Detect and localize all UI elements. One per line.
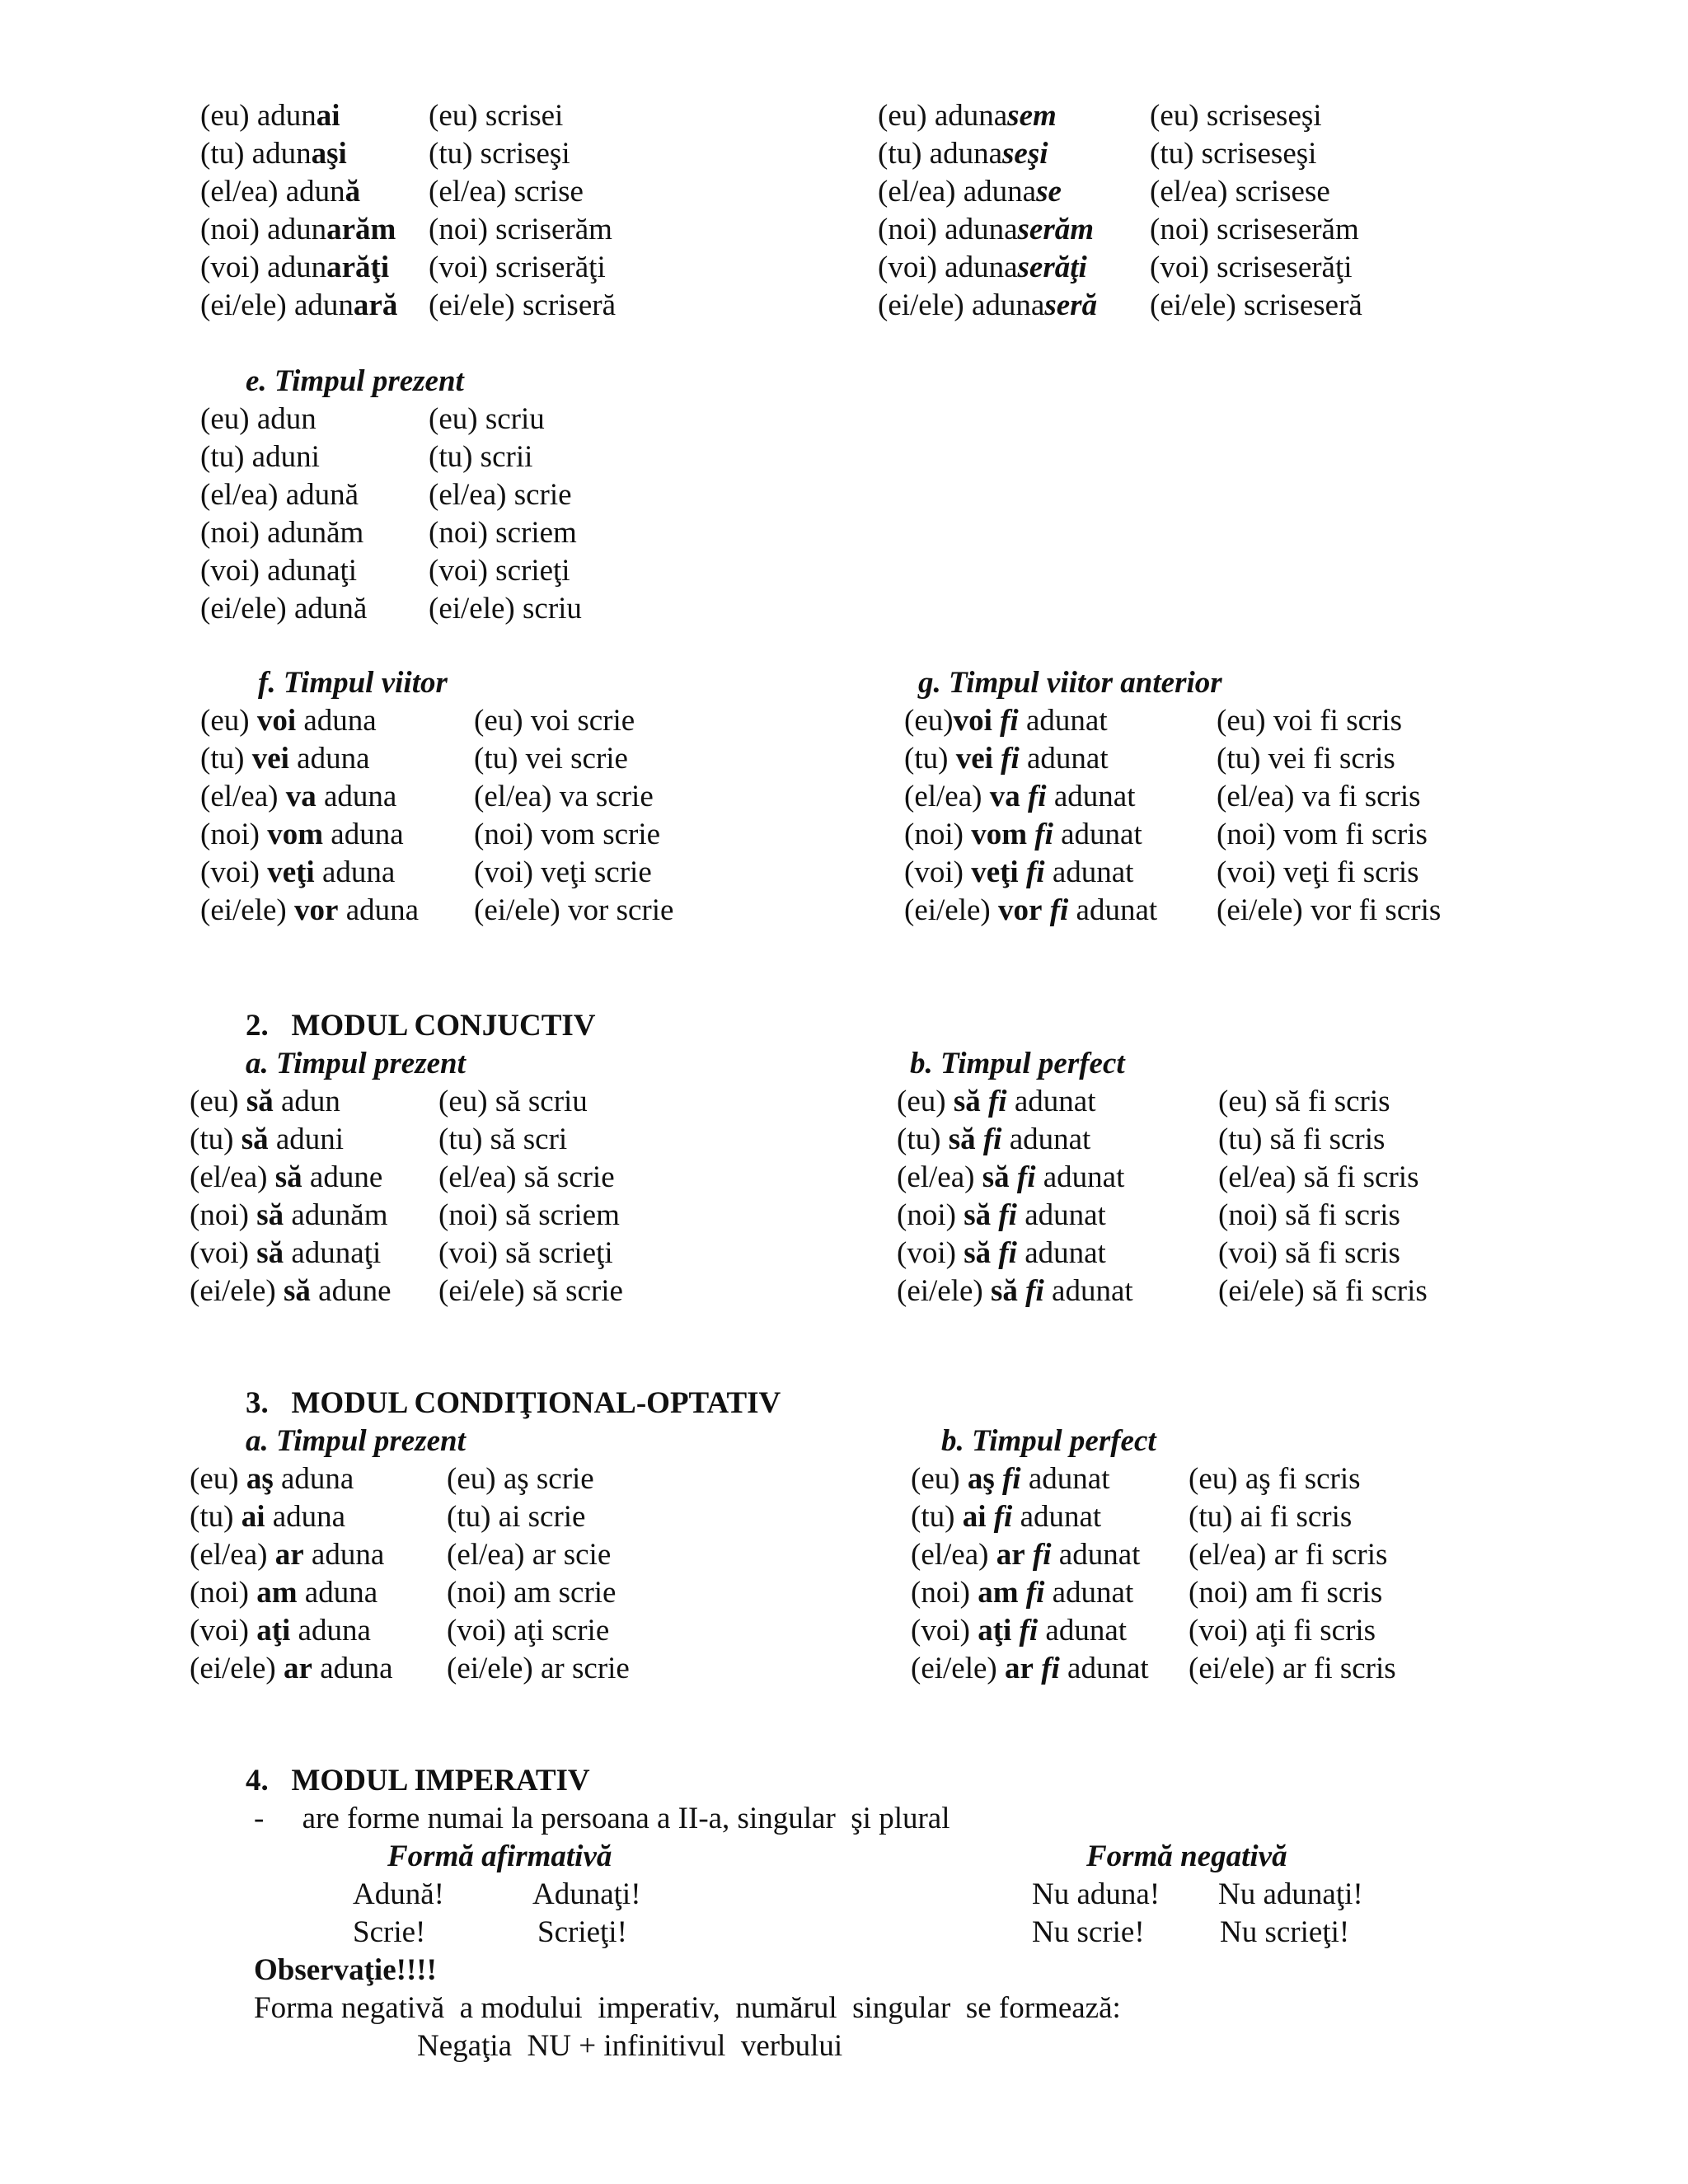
conjugation-row: (noi) am fi adunat xyxy=(911,1576,1134,1610)
conjugation-row: (voi) adunaserăţi xyxy=(878,251,1087,284)
conjugation-row: (ei/ele) vor fi adunat xyxy=(904,893,1158,927)
conjugation-row: (eu) voi fi scris xyxy=(1217,704,1403,738)
prezent-title: e. Timpul prezent xyxy=(246,364,464,398)
conjugation-row: (tu) să scri xyxy=(438,1122,568,1156)
conjugation-row: (eu) să fi adunat xyxy=(897,1085,1096,1118)
conjugation-row: (el/ea) ar fi adunat xyxy=(911,1538,1141,1572)
conjugation-row: (noi) să scriem xyxy=(438,1198,620,1232)
conjugation-row: (ei/ele) adună xyxy=(200,592,368,626)
conjugation-row: (eu) scrisei xyxy=(429,99,564,133)
conditional-b-title: b. Timpul perfect xyxy=(941,1424,1156,1458)
conjugation-row: (noi) adunarăm xyxy=(200,213,396,246)
negativ-sg-1: Nu aduna! xyxy=(1032,1877,1160,1911)
col-adunai xyxy=(200,97,397,325)
conjugation-row: (el/ea) scrise xyxy=(429,175,584,209)
col-viitor-anterior-scrie xyxy=(1217,702,1441,930)
conjugation-row: (voi) veţi fi scris xyxy=(1217,855,1419,889)
negativ-pl-2: Nu scrieţi! xyxy=(1220,1915,1350,1949)
conjugation-row: (voi) veţi aduna xyxy=(200,855,396,889)
conjugation-row: (noi) am fi scris xyxy=(1189,1576,1383,1610)
col-viitor-anterior-aduna xyxy=(904,702,1157,930)
imperativ-heading: 4. MODUL IMPERATIV xyxy=(246,1764,590,1797)
conjugation-row: (eu) aş fi scris xyxy=(1189,1462,1361,1496)
conjugation-row: (eu) să fi scris xyxy=(1218,1085,1390,1118)
conjugation-row: (el/ea) să fi adunat xyxy=(897,1160,1125,1194)
conjugation-row: (el/ea) adunase xyxy=(878,175,1062,209)
afirmativ-pl-2: Scrieţi! xyxy=(537,1915,627,1949)
conjugation-row: (ei/ele) ar fi adunat xyxy=(911,1652,1149,1685)
viitor-anterior-title: g. Timpul viitor anterior xyxy=(918,666,1222,700)
negativ-title: Formă negativă xyxy=(1086,1840,1287,1873)
conjugation-row: (voi) să fi scris xyxy=(1218,1236,1400,1270)
conjugation-row: (el/ea) ar aduna xyxy=(190,1538,385,1572)
conjugation-row: (eu) scriu xyxy=(429,402,545,436)
conjugation-row: (voi) veţi fi adunat xyxy=(904,855,1134,889)
afirmativ-pl-1: Adunaţi! xyxy=(532,1877,641,1911)
conjugation-row: (voi) scriserăţi xyxy=(429,251,606,284)
observatie-rule: Negaţia NU + infinitivul verbului xyxy=(417,2029,843,2063)
conjugation-row: (noi) scriem xyxy=(429,516,577,550)
conjugation-row: (el/ea) ar scie xyxy=(447,1538,612,1572)
conjugation-row: (eu) aş fi adunat xyxy=(911,1462,1110,1496)
conjugation-row: (voi) să scrieţi xyxy=(438,1236,613,1270)
conjugation-row: (voi) aţi aduna xyxy=(190,1614,371,1647)
conditional-heading: 3. MODUL CONDIŢIONAL-OPTATIV xyxy=(246,1386,781,1420)
col-viitor-aduna xyxy=(200,702,419,930)
col-conj-b-aduna xyxy=(897,1083,1133,1310)
conjugation-row: (noi) să fi adunat xyxy=(897,1198,1106,1232)
conjugation-row: (tu) ai fi adunat xyxy=(911,1500,1102,1534)
conjugation-row: (noi) adunăm xyxy=(200,516,364,550)
conjugation-row: (noi) am aduna xyxy=(190,1576,378,1610)
conditional-a-title: a. Timpul prezent xyxy=(246,1424,466,1458)
conjugation-row: (ei/ele) să fi adunat xyxy=(897,1274,1133,1308)
afirmativ-title: Formă afirmativă xyxy=(387,1840,612,1873)
conjugation-row: (el/ea) scrisese xyxy=(1150,175,1330,209)
conjugation-row: (noi) scriseserăm xyxy=(1150,213,1359,246)
conjugation-row: (eu) adunasem xyxy=(878,99,1057,133)
conjugation-row: (eu) adun xyxy=(200,402,316,436)
conjugation-row: (ei/ele) vor scrie xyxy=(474,893,674,927)
conjugation-row: (tu) vei scrie xyxy=(474,742,628,776)
col-prezent-aduna xyxy=(200,401,367,628)
conjugation-row: (eu) voi scrie xyxy=(474,704,635,738)
conjugation-row: (eu) să scriu xyxy=(438,1085,588,1118)
conjugation-row: (voi) scrieţi xyxy=(429,554,570,588)
conjugation-row: (eu)voi fi adunat xyxy=(904,704,1108,738)
col-scrisei xyxy=(429,97,616,325)
conjugation-row: (ei/ele) scriseseră xyxy=(1150,288,1362,322)
conjugation-row: (tu) să aduni xyxy=(190,1122,345,1156)
viitor-title: f. Timpul viitor xyxy=(258,666,448,700)
observatie-text: Forma negativă a modului imperativ, numărul singular se formează: xyxy=(254,1991,1121,2025)
col-conj-a-aduna xyxy=(190,1083,392,1310)
conjugation-row: (ei/ele) ar aduna xyxy=(190,1652,393,1685)
conjugation-row: (voi) scriseserăţi xyxy=(1150,251,1353,284)
conjugation-row: (ei/ele) să fi scris xyxy=(1218,1274,1428,1308)
conjugation-row: (el/ea) să fi scris xyxy=(1218,1160,1419,1194)
conjugation-row: (eu) aş scrie xyxy=(447,1462,594,1496)
conjugation-row: (noi) scriserăm xyxy=(429,213,612,246)
conjugation-row: (voi) să fi adunat xyxy=(897,1236,1106,1270)
conjunctiv-b-title: b. Timpul perfect xyxy=(910,1047,1125,1080)
conjugation-row: (voi) veţi scrie xyxy=(474,855,652,889)
conjugation-row: (ei/ele) vor fi scris xyxy=(1217,893,1442,927)
conjugation-row: (eu) să adun xyxy=(190,1085,340,1118)
conjugation-row: (el/ea) adună xyxy=(200,175,361,209)
conjugation-row: (tu) aduni xyxy=(200,440,320,474)
conjugation-row: (el/ea) va fi adunat xyxy=(904,780,1136,813)
conjugation-row: (el/ea) să scrie xyxy=(438,1160,615,1194)
col-scrisesem xyxy=(1150,97,1362,325)
conjunctiv-heading: 2. MODUL CONJUCTIV xyxy=(246,1009,596,1043)
conjugation-row: (tu) vei aduna xyxy=(200,742,370,776)
conjugation-row: (tu) vei fi adunat xyxy=(904,742,1109,776)
conjugation-row: (tu) să fi scris xyxy=(1218,1122,1386,1156)
conjugation-row: (ei/ele) adunaseră xyxy=(878,288,1098,322)
conjugation-row: (el/ea) să adune xyxy=(190,1160,383,1194)
conjugation-row: (ei/ele) vor aduna xyxy=(200,893,420,927)
col-conj-b-scrie xyxy=(1218,1083,1428,1310)
conjugation-row: (voi) adunaţi xyxy=(200,554,358,588)
conjugation-row: (el/ea) va fi scris xyxy=(1217,780,1421,813)
conjugation-row: (tu) adunaşi xyxy=(200,137,347,171)
conjugation-row: (noi) vom fi adunat xyxy=(904,818,1142,851)
afirmativ-sg-2: Scrie! xyxy=(353,1915,426,1949)
conjugation-row: (ei/ele) să scrie xyxy=(438,1274,623,1308)
conjugation-row: (el/ea) ar fi scris xyxy=(1189,1538,1388,1572)
observatie-title: Observaţie!!!! xyxy=(254,1953,437,1987)
conjugation-row: (noi) să fi scris xyxy=(1218,1198,1400,1232)
conjugation-row: (tu) ai scrie xyxy=(447,1500,586,1534)
conjugation-row: (voi) să adunaţi xyxy=(190,1236,382,1270)
col-cond-a-aduna xyxy=(190,1460,393,1688)
negativ-sg-2: Nu scrie! xyxy=(1032,1915,1145,1949)
conjugation-row: (ei/ele) ar scrie xyxy=(447,1652,630,1685)
conjugation-row: (el/ea) va aduna xyxy=(200,780,397,813)
conjugation-row: (ei/ele) scriseră xyxy=(429,288,616,322)
conjugation-row: (tu) ai fi scris xyxy=(1189,1500,1353,1534)
conjugation-row: (voi) aţi fi scris xyxy=(1189,1614,1376,1647)
conjugation-row: (el/ea) adună xyxy=(200,478,359,512)
conjugation-row: (voi) aţi scrie xyxy=(447,1614,610,1647)
conjugation-row: (eu) voi aduna xyxy=(200,704,377,738)
conjugation-row: (ei/ele) ar fi scris xyxy=(1189,1652,1396,1685)
conjugation-row: (eu) adunai xyxy=(200,99,340,133)
conjugation-row: (eu) scriseseşi xyxy=(1150,99,1322,133)
col-cond-b-scrie xyxy=(1189,1460,1396,1688)
col-conj-a-scrie xyxy=(438,1083,623,1310)
conjugation-row: (tu) să fi adunat xyxy=(897,1122,1091,1156)
negativ-pl-1: Nu adunaţi! xyxy=(1218,1877,1363,1911)
conjugation-row: (noi) am scrie xyxy=(447,1576,617,1610)
conjugation-row: (tu) adunaseşi xyxy=(878,137,1048,171)
conjugation-row: (ei/ele) scriu xyxy=(429,592,582,626)
col-adunasem xyxy=(878,97,1097,325)
conjugation-row: (tu) scrii xyxy=(429,440,533,474)
conjugation-row: (noi) adunaserăm xyxy=(878,213,1095,246)
col-viitor-scrie xyxy=(474,702,673,930)
conjugation-row: (el/ea) scrie xyxy=(429,478,572,512)
conjugation-row: (ei/ele) adunară xyxy=(200,288,398,322)
conjugation-row: (el/ea) va scrie xyxy=(474,780,654,813)
col-cond-b-aduna xyxy=(911,1460,1149,1688)
conjunctiv-a-title: a. Timpul prezent xyxy=(246,1047,466,1080)
conjugation-row: (tu) ai aduna xyxy=(190,1500,346,1534)
col-prezent-scrie xyxy=(429,401,582,628)
conjugation-row: (tu) scriseşi xyxy=(429,137,570,171)
conjugation-row: (voi) aţi fi adunat xyxy=(911,1614,1128,1647)
imperativ-note: - are forme numai la persoana a II-a, singular şi plural xyxy=(254,1802,950,1835)
conjugation-row: (tu) vei fi scris xyxy=(1217,742,1395,776)
col-cond-a-scrie xyxy=(447,1460,630,1688)
conjugation-row: (voi) adunarăţi xyxy=(200,251,390,284)
conjugation-row: (noi) vom fi scris xyxy=(1217,818,1428,851)
conjugation-row: (eu) aş aduna xyxy=(190,1462,354,1496)
afirmativ-sg-1: Adună! xyxy=(353,1877,444,1911)
conjugation-row: (ei/ele) să adune xyxy=(190,1274,392,1308)
conjugation-row: (noi) vom aduna xyxy=(200,818,404,851)
conjugation-row: (noi) vom scrie xyxy=(474,818,661,851)
conjugation-row: (noi) să adunăm xyxy=(190,1198,388,1232)
conjugation-row: (tu) scriseseşi xyxy=(1150,137,1317,171)
